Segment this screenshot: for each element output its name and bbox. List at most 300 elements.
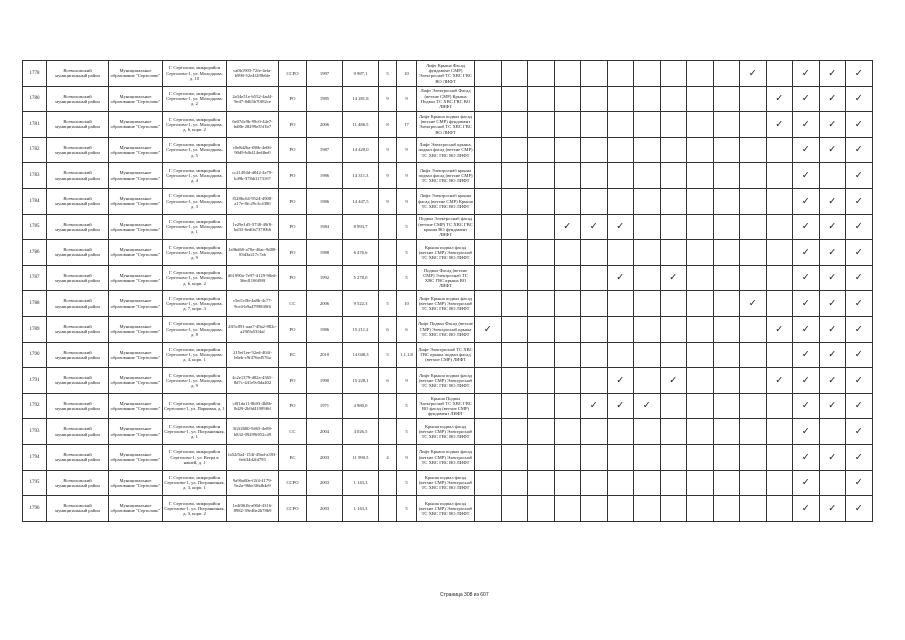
entrances-cell: 9 xyxy=(397,163,417,189)
empty-cell xyxy=(660,163,687,189)
empty-cell xyxy=(475,61,502,87)
guid-cell: 9a96a00e-f2f4-4179-9a2a-96be3f6db4e9 xyxy=(227,470,279,496)
district-cell: Всеволожский муниципальный район xyxy=(47,291,109,317)
empty-cell xyxy=(660,61,687,87)
empty-cell xyxy=(634,342,661,368)
check-icon: ✓ xyxy=(793,86,820,112)
empty-cell xyxy=(581,112,608,138)
table-row xyxy=(23,240,873,266)
empty-cell xyxy=(475,163,502,189)
empty-cell xyxy=(740,112,767,138)
check-icon: ✓ xyxy=(554,214,581,240)
type-cell: РО xyxy=(279,214,307,240)
entrances-cell: 10 xyxy=(397,61,417,87)
empty-cell xyxy=(713,188,740,214)
check-icon: ✓ xyxy=(819,137,846,163)
empty-cell xyxy=(475,393,502,419)
floors-cell: 4 xyxy=(379,444,397,470)
row-number: 1788 xyxy=(23,291,47,317)
year-cell: 2006 xyxy=(307,291,343,317)
district-cell: Всеволожский муниципальный район xyxy=(47,86,109,112)
area-cell: 5 278,0 xyxy=(343,265,379,291)
table-row xyxy=(23,61,873,87)
check-icon: ✓ xyxy=(793,368,820,394)
empty-cell xyxy=(687,368,714,394)
floors-cell: 9 xyxy=(379,188,397,214)
document-sheet xyxy=(22,60,872,522)
empty-cell xyxy=(607,240,634,266)
empty-cell xyxy=(687,470,714,496)
empty-cell xyxy=(687,419,714,445)
empty-cell xyxy=(740,240,767,266)
elements-cell: Подвал Электроснаб фасад (ветхие СМР) ТС ХВС ГВС крыша ВО фундамент ЛИФТ xyxy=(417,214,475,240)
empty-cell xyxy=(607,86,634,112)
empty-cell xyxy=(581,61,608,87)
area-cell: 14 048,3 xyxy=(343,342,379,368)
empty-cell xyxy=(528,163,555,189)
check-icon: ✓ xyxy=(819,214,846,240)
address-cell: Г. Сертолово, микрорайон Сертолово-1, ул. Молодцова, д. 1 xyxy=(163,214,227,240)
empty-cell xyxy=(501,112,528,138)
empty-cell xyxy=(554,163,581,189)
type-cell: ССРО xyxy=(279,496,307,522)
address-cell: Г. Сертолово, микрорайон Сертолово-1, ул. Молодцова, д. 5 xyxy=(163,137,227,163)
check-icon: ✓ xyxy=(607,368,634,394)
empty-cell xyxy=(501,265,528,291)
row-number: 1793 xyxy=(23,419,47,445)
check-icon: ✓ xyxy=(819,496,846,522)
guid-cell: c8f1da11-8b03-4b8b-8d29-2b9d41909f6f xyxy=(227,393,279,419)
elements-cell: Лифт Крыша подвал фасад (ветхие СМР) фундамент Электроснаб ТС ХВС ГВС ВО ЛИФТ xyxy=(417,112,475,138)
table-row xyxy=(23,291,873,317)
address-cell: Г. Сертолово, микрорайон Сертолово-1, ул. Молодцова, д. 4 xyxy=(163,163,227,189)
empty-cell xyxy=(687,214,714,240)
empty-cell xyxy=(581,316,608,342)
year-cell: 2010 xyxy=(307,342,343,368)
empty-cell xyxy=(581,265,608,291)
type-cell: РО xyxy=(279,240,307,266)
type-cell: РО xyxy=(279,163,307,189)
empty-cell xyxy=(607,188,634,214)
table-row xyxy=(23,265,873,291)
empty-cell xyxy=(501,496,528,522)
district-cell: Всеволожский муниципальный район xyxy=(47,368,109,394)
empty-cell xyxy=(554,265,581,291)
empty-cell xyxy=(501,470,528,496)
empty-cell xyxy=(528,137,555,163)
empty-cell xyxy=(607,112,634,138)
empty-cell xyxy=(740,137,767,163)
elements-cell: Крыша подвал фасад (ветхие СМР) Электроснаб ТС ХВС ГВС ВО ЛИФТ xyxy=(417,419,475,445)
guid-cell: c0e8d2ba-f86b-4e66-90d9-bfb414edfbe0 xyxy=(227,137,279,163)
empty-cell xyxy=(687,342,714,368)
guid-cell: c5ef1c0b-4a8b-4c77-9ce4-b9a4799840f6 xyxy=(227,291,279,317)
guid-cell: ca0b1903-72fe-4efa-b990-52e4f2f9b6fe xyxy=(227,61,279,87)
elements-cell: Лифт Крыша подвал фасад (ветхие СМР) Электроснаб ТС ХВС ГВС ВО ЛИФТ xyxy=(417,444,475,470)
check-icon: ✓ xyxy=(846,291,873,317)
guid-cell: f5286c64-9524-4908-a17e-8fc29c3c4380 xyxy=(227,188,279,214)
check-icon: ✓ xyxy=(819,240,846,266)
check-icon: ✓ xyxy=(846,61,873,87)
empty-cell xyxy=(475,112,502,138)
empty-cell xyxy=(634,265,661,291)
empty-cell xyxy=(687,496,714,522)
empty-cell xyxy=(607,163,634,189)
year-cell: 1985 xyxy=(307,86,343,112)
empty-cell xyxy=(634,86,661,112)
address-cell: Г. Сертолово, микрорайон Сертолово-1, ул. Парковая, д. 1 xyxy=(163,393,227,419)
check-icon: ✓ xyxy=(766,368,793,394)
row-number: 1780 xyxy=(23,86,47,112)
floors-cell: 9 xyxy=(379,137,397,163)
empty-cell xyxy=(660,393,687,419)
elements-cell: Крыша подвал фасад (ветхие СМР) Электроснаб ТС ХВС ГВС ВО ЛИФТ xyxy=(417,470,475,496)
type-cell: СС xyxy=(279,419,307,445)
row-number: 1783 xyxy=(23,163,47,189)
guid-cell: 215ef1ee-52ed-404f-b6eb-c9f476ed576a xyxy=(227,342,279,368)
type-cell: РО xyxy=(279,316,307,342)
check-icon: ✓ xyxy=(793,188,820,214)
row-number: 1789 xyxy=(23,316,47,342)
empty-cell xyxy=(475,86,502,112)
empty-cell xyxy=(687,444,714,470)
check-icon: ✓ xyxy=(846,265,873,291)
empty-cell xyxy=(475,342,502,368)
elements-cell: Лифт Электроснаб крыша подвал фасад (ветхие СМР) ТС ХВС ГВС ВО ЛИФТ xyxy=(417,163,475,189)
guid-cell: 4c2e1379-d82a-4365-8d7c-441e9c0da402 xyxy=(227,368,279,394)
empty-cell xyxy=(554,61,581,87)
entrances-cell: 9 xyxy=(397,137,417,163)
area-cell: 14 420,0 xyxy=(343,137,379,163)
check-icon: ✓ xyxy=(793,291,820,317)
entrances-cell: 5 xyxy=(397,265,417,291)
elements-cell: Лифт Электроснаб крыша фасад (ветхие СМР) Крыша ТС ХВС ГВС ВО ЛИФТ xyxy=(417,188,475,214)
entrances-cell: 5 xyxy=(397,240,417,266)
empty-cell xyxy=(501,393,528,419)
empty-cell xyxy=(687,112,714,138)
empty-cell xyxy=(740,419,767,445)
empty-cell xyxy=(581,188,608,214)
check-icon: ✓ xyxy=(819,112,846,138)
empty-cell xyxy=(740,470,767,496)
empty-cell xyxy=(819,163,846,189)
row-number: 1795 xyxy=(23,470,47,496)
elements-cell: Лифт Электроснаб ТС ХВС ГВС крыша подвал фасад (ветхие СМР) ЛИФТ xyxy=(417,342,475,368)
address-cell: Г. Сертолово, микрорайон Сертолово-1, ул. Молодцова, д. 4, корп. 1 xyxy=(163,342,227,368)
table-row xyxy=(23,137,873,163)
empty-cell xyxy=(687,291,714,317)
empty-cell xyxy=(554,86,581,112)
settlement-cell: Муниципальное образование "Сертолово" xyxy=(109,470,163,496)
settlement-cell: Муниципальное образование "Сертолово" xyxy=(109,316,163,342)
area-cell: 11 990,5 xyxy=(343,444,379,470)
check-icon: ✓ xyxy=(846,342,873,368)
empty-cell xyxy=(501,419,528,445)
empty-cell xyxy=(740,86,767,112)
empty-cell xyxy=(581,496,608,522)
type-cell: РО xyxy=(279,265,307,291)
row-number: 1781 xyxy=(23,112,47,138)
guid-cell: d61990a-7e97-4129-90ed-36ed1106f98f xyxy=(227,265,279,291)
check-icon: ✓ xyxy=(819,342,846,368)
empty-cell xyxy=(554,419,581,445)
empty-cell xyxy=(581,291,608,317)
type-cell: РО xyxy=(279,137,307,163)
district-cell: Всеволожский муниципальный район xyxy=(47,137,109,163)
empty-cell xyxy=(475,291,502,317)
check-icon: ✓ xyxy=(793,163,820,189)
check-icon: ✓ xyxy=(846,316,873,342)
empty-cell xyxy=(713,61,740,87)
year-cell: 1971 xyxy=(307,393,343,419)
settlement-cell: Муниципальное образование "Сертолово" xyxy=(109,86,163,112)
guid-cell: 2ff5c891-aaa7-49a2-882c-a29f9a53f4af xyxy=(227,316,279,342)
address-cell: Г. Сертолово, микрорайон Сертолово-1, ул. Молодцова, д. 7, корп. 3 xyxy=(163,291,227,317)
check-icon: ✓ xyxy=(607,393,634,419)
empty-cell xyxy=(501,86,528,112)
year-cell: 1997 xyxy=(307,61,343,87)
row-number: 1786 xyxy=(23,240,47,266)
check-icon: ✓ xyxy=(846,137,873,163)
district-cell: Всеволожский муниципальный район xyxy=(47,393,109,419)
district-cell: Всеволожский муниципальный район xyxy=(47,61,109,87)
empty-cell xyxy=(687,61,714,87)
settlement-cell: Муниципальное образование "Сертолово" xyxy=(109,496,163,522)
floors-cell xyxy=(379,470,397,496)
empty-cell xyxy=(660,316,687,342)
entrances-cell: 9 xyxy=(397,86,417,112)
empty-cell xyxy=(634,444,661,470)
empty-cell xyxy=(528,291,555,317)
entrances-cell: 6 xyxy=(397,316,417,342)
empty-cell xyxy=(554,137,581,163)
empty-cell xyxy=(687,163,714,189)
floors-cell: 6 xyxy=(379,368,397,394)
entrances-cell: 10 xyxy=(397,291,417,317)
area-cell: 14 311,3 xyxy=(343,163,379,189)
empty-cell xyxy=(554,316,581,342)
floors-cell xyxy=(379,419,397,445)
check-icon: ✓ xyxy=(793,393,820,419)
empty-cell xyxy=(607,291,634,317)
empty-cell xyxy=(766,470,793,496)
type-cell: РО xyxy=(279,188,307,214)
type-cell: РО xyxy=(279,393,307,419)
empty-cell xyxy=(766,163,793,189)
district-cell: Всеволожский муниципальный район xyxy=(47,496,109,522)
empty-cell xyxy=(713,137,740,163)
check-icon: ✓ xyxy=(819,444,846,470)
housing-table xyxy=(22,60,873,522)
area-cell: 9 987,1 xyxy=(343,61,379,87)
type-cell: ЕС xyxy=(279,444,307,470)
check-icon: ✓ xyxy=(766,112,793,138)
empty-cell xyxy=(528,496,555,522)
floors-cell: 6 xyxy=(379,316,397,342)
floors-cell xyxy=(379,393,397,419)
empty-cell xyxy=(528,444,555,470)
empty-cell xyxy=(766,291,793,317)
empty-cell xyxy=(687,240,714,266)
check-icon: ✓ xyxy=(793,214,820,240)
type-cell: ЕС xyxy=(279,342,307,368)
empty-cell xyxy=(475,496,502,522)
empty-cell xyxy=(634,316,661,342)
address-cell: Г. Сертолово, микрорайон Сертолово-1, ул. Пограничная, д. 3, корп. 2 xyxy=(163,496,227,522)
settlement-cell: Муниципальное образование "Сертолово" xyxy=(109,214,163,240)
check-icon: ✓ xyxy=(846,86,873,112)
row-number: 1787 xyxy=(23,265,47,291)
empty-cell xyxy=(501,368,528,394)
year-cell: 1987 xyxy=(307,137,343,163)
empty-cell xyxy=(554,188,581,214)
year-cell: 2006 xyxy=(307,112,343,138)
empty-cell xyxy=(660,137,687,163)
empty-cell xyxy=(475,444,502,470)
empty-cell xyxy=(740,214,767,240)
type-cell: РО xyxy=(279,112,307,138)
check-icon: ✓ xyxy=(581,214,608,240)
empty-cell xyxy=(581,86,608,112)
area-cell: 14 281,8 xyxy=(343,86,379,112)
table-row xyxy=(23,444,873,470)
year-cell: 2003 xyxy=(307,496,343,522)
check-icon: ✓ xyxy=(846,163,873,189)
check-icon: ✓ xyxy=(846,393,873,419)
check-icon: ✓ xyxy=(581,393,608,419)
check-icon: ✓ xyxy=(793,470,820,496)
floors-cell: 5 xyxy=(379,342,397,368)
area-cell: 9 522,3 xyxy=(343,291,379,317)
entrances-cell: 5 xyxy=(397,470,417,496)
type-cell: ССРО xyxy=(279,61,307,87)
empty-cell xyxy=(740,342,767,368)
district-cell: Всеволожский муниципальный район xyxy=(47,470,109,496)
empty-cell xyxy=(713,112,740,138)
empty-cell xyxy=(819,419,846,445)
empty-cell xyxy=(475,137,502,163)
table-body xyxy=(23,61,873,522)
empty-cell xyxy=(713,496,740,522)
empty-cell xyxy=(660,112,687,138)
year-cell: 1986 xyxy=(307,163,343,189)
table-row xyxy=(23,316,873,342)
empty-cell xyxy=(634,368,661,394)
empty-cell xyxy=(528,240,555,266)
empty-cell xyxy=(528,112,555,138)
elements-cell: Лифт Электроснаб крыша, подвал фасад (ветхие СМР) ТС ХВС ГВС ВО ЛИФТ xyxy=(417,137,475,163)
empty-cell xyxy=(687,137,714,163)
floors-cell: 9 xyxy=(379,163,397,189)
empty-cell xyxy=(634,61,661,87)
address-cell: Г. Сертолово, микрорайон Сертолово-1, ул. Ветра в нашей, д. 1 xyxy=(163,444,227,470)
empty-cell xyxy=(501,61,528,87)
address-cell: Г. Сертолово, микрорайон Сертолово-1, ул. Молодцова, д. 9 xyxy=(163,368,227,394)
empty-cell xyxy=(713,342,740,368)
empty-cell xyxy=(634,419,661,445)
check-icon: ✓ xyxy=(475,316,502,342)
empty-cell xyxy=(501,163,528,189)
check-icon: ✓ xyxy=(793,137,820,163)
empty-cell xyxy=(607,496,634,522)
empty-cell xyxy=(475,188,502,214)
check-icon: ✓ xyxy=(766,86,793,112)
row-number: 1791 xyxy=(23,368,47,394)
area-cell: 4 026,5 xyxy=(343,419,379,445)
empty-cell xyxy=(475,214,502,240)
year-cell: 2003 xyxy=(307,470,343,496)
check-icon: ✓ xyxy=(793,316,820,342)
empty-cell xyxy=(766,240,793,266)
area-cell: 8 993,7 xyxy=(343,214,379,240)
address-cell: Г. Сертолово, микрорайон Сертолово-1, ул. Молодцова, д. 3 xyxy=(163,188,227,214)
empty-cell xyxy=(740,163,767,189)
empty-cell xyxy=(501,316,528,342)
empty-cell xyxy=(607,342,634,368)
empty-cell xyxy=(660,291,687,317)
empty-cell xyxy=(581,444,608,470)
empty-cell xyxy=(581,342,608,368)
check-icon: ✓ xyxy=(793,61,820,87)
check-icon: ✓ xyxy=(819,291,846,317)
empty-cell xyxy=(660,419,687,445)
district-cell: Всеволожский муниципальный район xyxy=(47,112,109,138)
empty-cell xyxy=(528,61,555,87)
area-cell: 6 476,6 xyxy=(343,240,379,266)
entrances-cell: 9 xyxy=(397,368,417,394)
table-row xyxy=(23,188,873,214)
empty-cell xyxy=(740,188,767,214)
entrances-cell: 9 xyxy=(397,444,417,470)
empty-cell xyxy=(554,368,581,394)
elements-cell: Крыша Подвал Электроснаб ТС ХВС ГВС ВО фасад (ветхие СМР) фундамент ЛИФТ xyxy=(417,393,475,419)
empty-cell xyxy=(713,265,740,291)
settlement-cell: Муниципальное образование "Сертолово" xyxy=(109,61,163,87)
empty-cell xyxy=(528,419,555,445)
check-icon: ✓ xyxy=(846,368,873,394)
empty-cell xyxy=(581,368,608,394)
empty-cell xyxy=(528,342,555,368)
entrances-cell: 5 xyxy=(397,419,417,445)
empty-cell xyxy=(766,496,793,522)
empty-cell xyxy=(687,316,714,342)
address-cell: Г. Сертолово, микрорайон Сертолово-1, ул. Молодцова, д. 10 xyxy=(163,61,227,87)
settlement-cell: Муниципальное образование "Сертолово" xyxy=(109,163,163,189)
floors-cell: 9 xyxy=(379,86,397,112)
empty-cell xyxy=(528,265,555,291)
settlement-cell: Муниципальное образование "Сертолово" xyxy=(109,342,163,368)
empty-cell xyxy=(581,419,608,445)
table-row xyxy=(23,342,873,368)
settlement-cell: Муниципальное образование "Сертолово" xyxy=(109,444,163,470)
row-number: 1785 xyxy=(23,214,47,240)
guid-cell: fa52f5a4-154f-49ad-a393-6eb34d2fd795 xyxy=(227,444,279,470)
empty-cell xyxy=(660,342,687,368)
empty-cell xyxy=(501,214,528,240)
floors-cell: 5 xyxy=(379,61,397,87)
address-cell: Г. Сертолово, микрорайон Сертолово-1, ул. Пограничная, д. 1 xyxy=(163,419,227,445)
empty-cell xyxy=(740,444,767,470)
elements-cell: Крыша подвал фасад (ветхие СМР) Электроснаб ТС ХВС ГВС ВО ЛИФТ xyxy=(417,496,475,522)
empty-cell xyxy=(766,419,793,445)
empty-cell xyxy=(713,368,740,394)
empty-cell xyxy=(554,240,581,266)
settlement-cell: Муниципальное образование "Сертолово" xyxy=(109,419,163,445)
row-number: 1792 xyxy=(23,393,47,419)
area-cell: 14 447,5 xyxy=(343,188,379,214)
empty-cell xyxy=(634,112,661,138)
settlement-cell: Муниципальное образование "Сертолово" xyxy=(109,240,163,266)
